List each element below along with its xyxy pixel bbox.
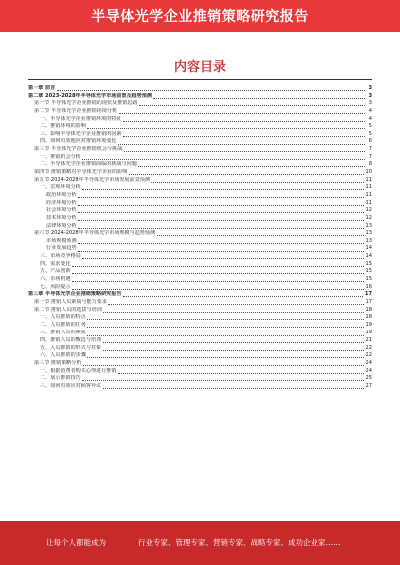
toc-entry[interactable] [28,375,372,383]
toc-leader-dots [72,266,364,267]
toc-leader-dots [108,304,364,305]
toc-leader-dots [103,388,364,389]
toc-entry[interactable] [28,169,372,177]
toc-entry-label: 六、市场机遇 [40,276,71,282]
toc-entry-page: 11 [365,191,372,198]
toc-leader-dots [57,90,365,91]
toc-entry-label: 市场规模预测 [46,237,77,244]
toc-leader-dots [119,113,365,114]
toc-leader-dots [123,296,363,297]
toc-entry-label: 四、需求变化 [40,260,71,267]
toc-entry[interactable] [28,138,372,146]
toc-leader-dots [138,166,364,167]
toc-entry[interactable] [28,184,372,192]
toc-entry[interactable] [28,161,372,169]
toc-leader-dots [139,105,365,106]
toc-entry-label: 第二节 半导体光学企业推销环境分析 [34,107,118,114]
toc-entry-label: 一、根据消费者购买心理进行推销 [40,367,117,374]
toc-entry-label: 第五节 2024-2028年半导体光学市场发展前景预测 [34,176,150,183]
toc-entry-page: 10 [365,169,372,176]
toc-entry-page: 15 [365,268,372,275]
toc-entry-label: 四、如何有效地应对推销环境变化 [40,138,117,145]
toc-leader-dots [118,373,364,374]
toc-entry[interactable] [28,245,372,253]
toc-entry[interactable] [28,108,372,116]
toc-entry-label: 第三章 半导体光学企业推销策略研究报告 [28,291,122,298]
toc-entry-page: 17 [364,291,372,298]
toc-leader-dots [87,335,364,336]
toc-entry-page: 11 [365,176,372,183]
toc-entry-page: 13 [365,237,372,244]
report-header-banner [0,0,400,32]
toc-leader-dots [157,235,364,236]
toc-entry-page: 15 [365,260,372,267]
toc-entry[interactable] [28,330,372,338]
toc-leader-dots [82,189,364,190]
toc-entry-page: 18 [365,314,372,321]
toc-entry-page: 24 [365,360,372,367]
toc-entry-page: 14 [365,253,372,260]
toc-entry-label: 第二章 2023-2028年半导体光学市场前景及趋势预测 [28,92,152,99]
toc-leader-dots [82,258,364,259]
toc-leader-dots [87,128,364,129]
toc-entry-page: 17 [365,298,372,305]
toc-entry-label: 一、半导体光学企业推销环境的特征 [40,115,122,122]
toc-entry-label: 三、如何有效应对顾客异议 [40,382,102,389]
toc-leader-dots [87,319,364,320]
toc-entry-label: 一、推销机会分析 [40,153,81,160]
footer-slogan-right: 行业专家、管理专家、营销专家、战略专家、成功企业家…… [138,538,341,547]
toc-heading: 内容目录 [173,60,226,75]
toc-entry-page: 4 [368,115,372,122]
toc-entry-page: 27 [365,382,372,389]
toc-entry[interactable] [28,192,372,200]
toc-entry-label: 五、产品创新 [40,268,71,275]
toc-entry-label: 四、推销人员的甄选与培训 [40,337,102,344]
toc-entry-page: 3 [368,85,372,91]
toc-leader-dots [103,350,364,351]
toc-entry-label: 一、人员推销的特点 [40,314,86,321]
toc-entry-label: 社会环境分析 [46,207,77,214]
toc-entry[interactable] [28,268,372,276]
toc-entry[interactable] [28,352,372,360]
toc-entry[interactable] [28,322,372,330]
toc-entry-label: 二、半导体光学企业推销面临的挑战与问题 [40,161,137,168]
toc-leader-dots [78,243,364,244]
toc-entry[interactable] [28,215,372,223]
toc-entry-page: 25 [365,375,372,382]
toc-leader-dots [123,121,364,122]
toc-entry-label: 七、风险提示 [40,283,71,290]
toc-entry-page: 22 [365,352,372,359]
toc-entry-label: 经济环境分析 [46,199,77,206]
toc-entry[interactable] [28,276,372,284]
toc-entry[interactable] [28,207,372,215]
toc-entry-label: 第三节 推销策略分析 [34,360,82,367]
toc-entry-page: 11 [365,184,372,191]
toc-entry-label: 六、人员推销的步骤 [40,352,86,359]
toc-entry-page: 7 [368,146,372,153]
toc-entry[interactable] [28,253,372,261]
toc-leader-dots [82,380,364,381]
toc-entry[interactable] [28,154,372,162]
toc-entry[interactable] [28,345,372,353]
toc-leader-dots [87,357,364,358]
toc-entry[interactable] [28,360,372,368]
toc-leader-dots [78,228,364,229]
toc-entry-label: 技术环境分析 [46,214,77,221]
toc-entry-page: 7 [368,153,372,160]
toc-entry[interactable] [28,337,372,345]
toc-leader-dots [78,212,364,213]
toc-entry[interactable] [28,116,372,124]
toc-entry-page: 4 [368,107,372,114]
toc-entry-page: 12 [365,214,372,221]
toc-leader-dots [153,98,364,99]
toc-leader-dots [151,182,364,183]
toc-entry-page: 19 [365,329,372,336]
toc-entry-label: 二、人员推销的任务 [40,321,86,328]
toc-entry[interactable] [28,299,372,307]
toc-leader-dots [118,144,365,145]
toc-entry-page: 3 [368,92,372,99]
toc-entry-label: 二、推销环境的影响 [40,123,86,130]
toc-entry[interactable] [28,100,372,108]
toc-entry[interactable] [28,177,372,185]
toc-entry-label: 一、宏观环境分析 [40,184,81,191]
toc-entry[interactable] [28,291,372,299]
toc-entry-page: 18 [365,306,372,313]
report-title: 半导体光学企业推销策略研究报告 [91,9,309,25]
toc-entry[interactable] [28,314,372,322]
toc-leader-dots [78,197,364,198]
toc-leader-dots [78,205,364,206]
footer-slogan-left: 让每个人都能成为 [46,538,106,547]
toc-leader-dots [103,312,364,313]
toc-entry-page: 19 [365,321,372,328]
toc-entry[interactable] [28,123,372,131]
toc-entry[interactable] [28,230,372,238]
toc-entry-page: 16 [365,283,372,290]
toc-entry-page: 21 [365,337,372,344]
toc-entry[interactable] [28,200,372,208]
toc-entry-label: 三、影响半导体光学企业推销的因素 [40,130,122,137]
toc-entry[interactable] [28,85,372,93]
toc-leader-dots [82,159,364,160]
table-of-contents [28,85,372,391]
toc-entry[interactable] [28,238,372,246]
toc-entry[interactable] [28,307,372,315]
toc-leader-dots [103,342,364,343]
toc-leader-dots [129,174,364,175]
toc-entry-page: 13 [365,222,372,229]
toc-entry-page: 24 [365,367,372,374]
toc-entry-label: 二、展示推销技巧 [40,375,81,382]
toc-entry[interactable] [28,368,372,376]
toc-entry-page: 14 [365,245,372,252]
toc-entry-page: 6 [368,138,372,145]
toc-entry[interactable] [28,93,372,101]
toc-entry[interactable] [28,223,372,231]
toc-leader-dots [123,136,364,137]
toc-entry-label: 三、市场竞争格局 [40,253,81,260]
toc-entry-page: 15 [365,276,372,282]
toc-entry-label: 政治环境分析 [46,191,77,198]
toc-entry-page: 8 [368,161,372,168]
toc-entry[interactable] [28,284,372,292]
toc-leader-dots [87,327,364,328]
toc-leader-dots [72,281,364,282]
toc-entry-label: 第四节 推销策略对半导体光学企业的影响 [34,169,128,176]
toc-leader-dots [83,365,364,366]
toc-leader-dots [78,220,364,221]
toc-divider [28,79,372,80]
toc-entry-label: 第一节 推销人员素质与能力要求 [34,298,107,305]
toc-entry-page: 5 [368,130,372,137]
toc-leader-dots [72,289,364,290]
footer-banner [0,521,400,565]
toc-entry-page: 5 [368,123,372,130]
toc-entry-label: 第二节 推销人员的选拔与培训 [34,306,102,313]
toc-entry-label: 第六节 2024-2028年半导体光学市场规模与趋势预测 [34,230,156,237]
toc-entry[interactable] [28,261,372,269]
toc-leader-dots [124,151,365,152]
toc-entry-page: 22 [365,344,372,351]
toc-entry[interactable] [28,383,372,391]
toc-entry-page: 12 [365,207,372,214]
toc-entry-label: 第一章 前言 [28,85,56,91]
toc-leader-dots [72,273,364,274]
toc-entry-label: 五、人员推销的形式与对象 [40,344,102,351]
toc-entry-label: 法律环境分析 [46,222,77,229]
toc-entry-label: 行业发展趋势 [46,245,77,252]
toc-entry-label: 三、推销人员的素质 [40,329,86,336]
toc-entry-page: 3 [368,100,372,107]
toc-entry-label: 第一节 半导体光学企业推销的现状及推销思路 [34,100,138,107]
toc-entry-page: 13 [365,230,372,237]
toc-entry[interactable] [28,146,372,154]
toc-leader-dots [78,251,364,252]
toc-entry-label: 第三节 半导体光学企业推销机会与挑战 [34,146,123,153]
toc-entry[interactable] [28,131,372,139]
toc-entry-page: 11 [365,199,372,206]
